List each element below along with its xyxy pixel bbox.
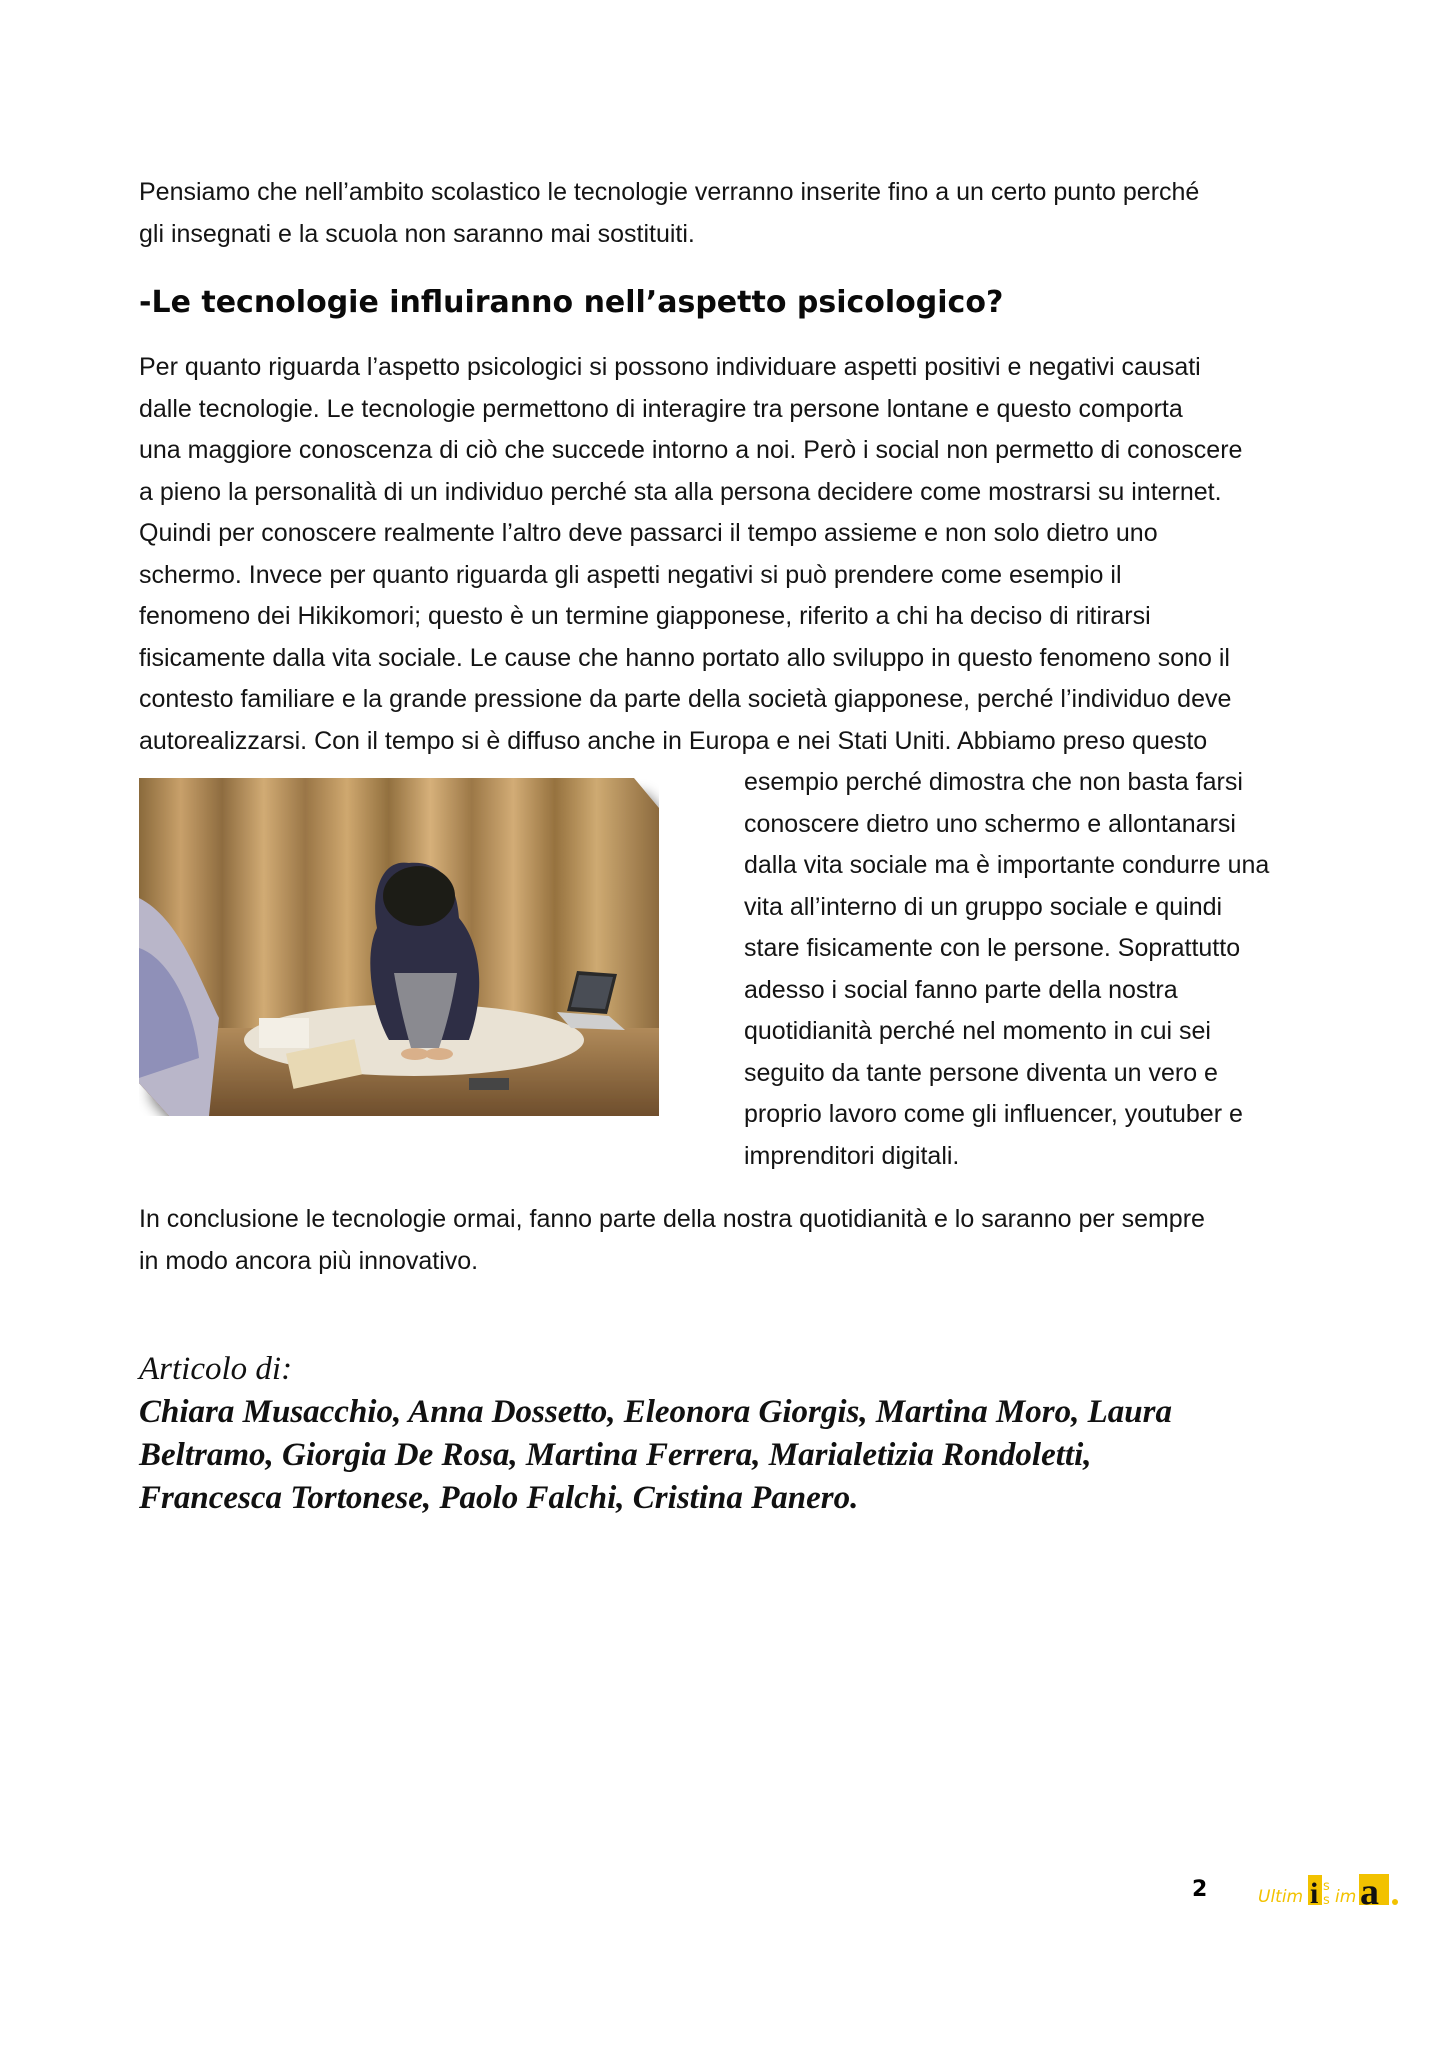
hikikomori-photo — [139, 778, 659, 1116]
svg-text:a: a — [1360, 1871, 1379, 1910]
text-line: In conclusione le tecnologie ormai, fanno parte della nostra quotidianità e lo saranno per sempre — [139, 1205, 1205, 1233]
text-line: una maggiore conoscenza di ciò che succede intorno a noi. Però i social non permetto di conoscere — [139, 436, 1243, 464]
byline-names-line: Beltramo, Giorgia De Rosa, Martina Ferrera, Marialetizia Rondoletti, — [139, 1437, 1092, 1473]
text-line: fenomeno dei Hikikomori; questo è un termine giapponese, riferito a chi ha deciso di ritirarsi — [139, 602, 1151, 630]
text-line: fisicamente dalla vita sociale. Le cause che hanno portato allo sviluppo in questo fenomeno sono il — [139, 643, 1230, 672]
text-line: conoscere dietro uno schermo e allontanarsi — [744, 809, 1236, 838]
text-line: vita all’interno di un gruppo sociale e quindi — [744, 892, 1223, 921]
byline-names-line: Chiara Musacchio, Anna Dossetto, Eleonora Giorgis, Martina Moro, Laura — [139, 1394, 1173, 1430]
article-byline — [139, 1348, 1339, 1520]
text-line: imprenditori digitali. — [744, 1141, 960, 1170]
text-line: schermo. Invece per quanto riguarda gli aspetti negativi si può prendere come esempio il — [139, 560, 1122, 589]
intro-paragraph — [139, 172, 1329, 255]
text-line: proprio lavoro come gli influencer, youtuber e — [744, 1100, 1243, 1128]
svg-text:im: im — [1335, 1887, 1357, 1907]
text-line: autorealizzarsi. Con il tempo si è diffuso anche in Europa e nei Stati Uniti. Abbiamo preso questo — [139, 726, 1208, 755]
section-heading: -Le tecnologie influiranno nell’aspetto psicologico? — [139, 285, 1004, 320]
text-line: stare fisicamente con le persone. Soprattutto — [744, 934, 1241, 962]
svg-text:Ultim: Ultim — [1258, 1887, 1304, 1907]
svg-text:s: s — [1323, 1879, 1330, 1894]
text-line: Per quanto riguarda l’aspetto psicologici si possono individuare aspetti positivi e negativi causati — [139, 353, 1201, 381]
magazine-logo — [1256, 1870, 1416, 1910]
text-line: in modo ancora più innovativo. — [139, 1246, 479, 1275]
byline-label: Articolo di: — [139, 1351, 293, 1387]
svg-text:s: s — [1323, 1893, 1330, 1908]
text-line: esempio perché dimostra che non basta farsi — [744, 768, 1243, 796]
page-number: 2 — [1192, 1877, 1208, 1902]
text-line: quotidianità perché nel momento in cui sei — [744, 1017, 1211, 1045]
text-line: contesto familiare e la grande pressione da parte della società giapponese, perché l’individuo deve — [139, 685, 1232, 713]
text-line: a pieno la personalità di un individuo perché sta alla persona decidere come mostrarsi su internet. — [139, 477, 1222, 506]
text-line: adesso i social fanno parte della nostra — [744, 975, 1178, 1004]
body-paragraph — [139, 347, 1329, 762]
text-line: gli insegnati e la scuola non saranno mai sostituiti. — [139, 219, 695, 248]
svg-text:i: i — [1310, 1877, 1319, 1910]
text-line: seguito da tante persone diventa un vero e — [744, 1058, 1218, 1087]
text-line: Pensiamo che nell’ambito scolastico le tecnologie verranno inserite fino a un certo punto perché — [139, 178, 1200, 206]
side-paragraph — [744, 762, 1344, 1177]
text-line: dalla vita sociale ma è importante condurre una — [744, 851, 1270, 879]
byline-names-line: Francesca Tortonese, Paolo Falchi, Cristina Panero. — [139, 1480, 859, 1516]
conclusion-paragraph — [139, 1199, 1329, 1282]
text-line: dalle tecnologie. Le tecnologie permettono di interagire tra persone lontane e questo comporta — [139, 394, 1183, 423]
text-line: Quindi per conoscere realmente l’altro deve passarci il tempo assieme e non solo dietro uno — [139, 519, 1158, 547]
